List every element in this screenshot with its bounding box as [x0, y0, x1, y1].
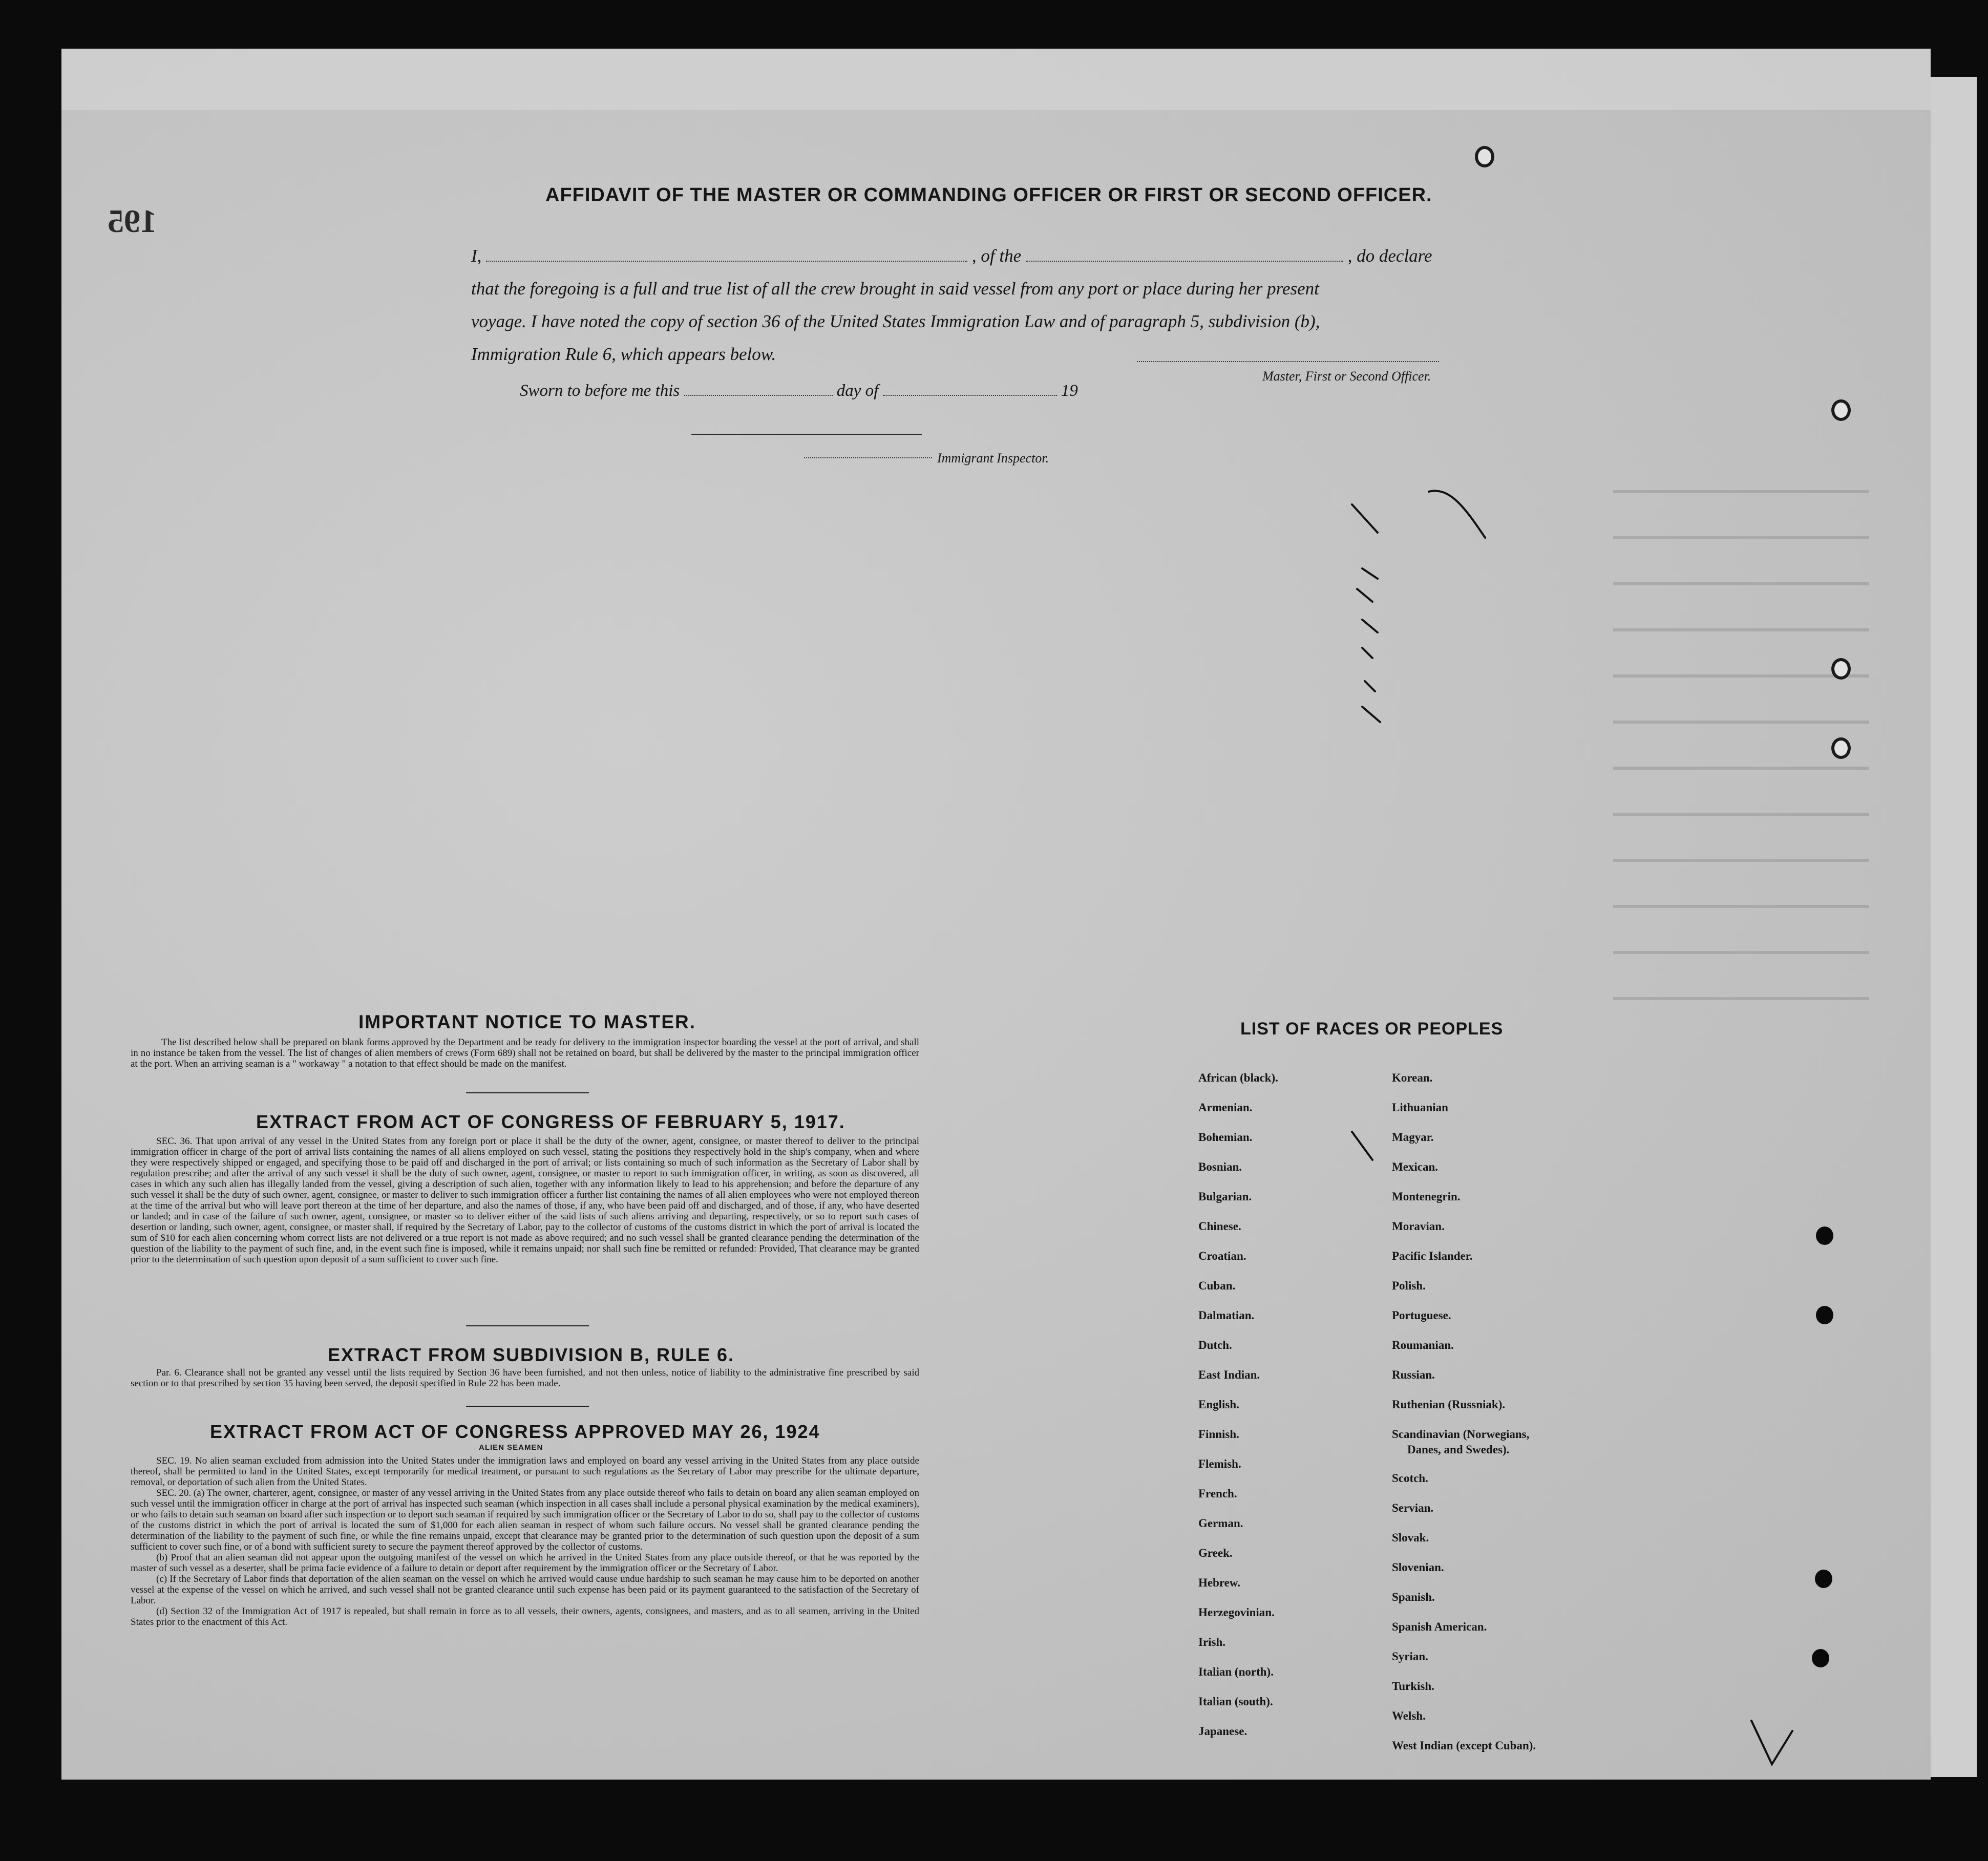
- race-item: Bulgarian.: [1198, 1190, 1252, 1203]
- extract-1924-subtitle: ALIEN SEAMEN: [479, 1443, 543, 1452]
- affidavit-i-label: I,: [471, 246, 482, 266]
- notice-title: IMPORTANT NOTICE TO MASTER.: [358, 1011, 696, 1032]
- race-item: Japanese.: [1198, 1725, 1247, 1738]
- affidavit-of-the: , of the: [971, 246, 1022, 266]
- race-item: Ruthenian (Russniak).: [1392, 1398, 1506, 1411]
- race-item: French.: [1198, 1487, 1237, 1500]
- sec-20c: (c) If the Secretary of Labor finds that deportation of the alien seaman on the vessel on which he arrived would cause undue hardship to such seaman he may cause him to be deported on another vessel at the expense of the vessel on which he arrived, and such vessel shall not be granted clearance until such expense has been paid or its payment guaranteed to the satisfaction of the Secretary of Labor.: [131, 1574, 919, 1606]
- race-item: Dalmatian.: [1198, 1309, 1255, 1322]
- race-item: German.: [1198, 1517, 1243, 1530]
- race-item: Scotch.: [1392, 1472, 1428, 1485]
- race-item: African (black).: [1198, 1071, 1278, 1084]
- race-item: Lithuanian: [1392, 1101, 1448, 1114]
- day-of-label: day of: [836, 382, 879, 400]
- race-item: Spanish.: [1392, 1591, 1435, 1603]
- sec-20a: SEC. 20. (a) The owner, charterer, agent, consignee, or master of any vessel arriving in the United States from any place outside thereof who fails to detain on board any alien seaman employed on such vessel until the immigration officer in charge at the port of arrival has inspected such seaman (which inspection in all cases shall include a personal physical examination by the medical examiners), or who fails to detain such seaman on board after such inspection or to deport such seaman if required by such immigration officer or the Secretary of Labor to do so, shall pay to the collector of customs of the customs district in which the port of arrival is located the sum of $1,000 for each alien seaman in respect of whom such failure occurs. No vessel shall be granted clearance pending the determination of the liability to the payment of such fine, or while the fine remains unpaid, except that clearance may be granted prior to the determination of such question upon the deposit of a sum sufficient to cover such fine, or of a bond with sufficient surety to secure the payment thereof approved by the collector of customs.: [131, 1488, 919, 1552]
- race-item: Slovak.: [1392, 1531, 1429, 1544]
- punch-hole: [1831, 658, 1851, 680]
- race-item: Mexican.: [1392, 1160, 1439, 1173]
- check-mark: [1751, 1721, 1792, 1764]
- extract-1917-body: SEC. 36. That upon arrival of any vessel in the United States from any foreign port or place it shall be the duty of the owner, agent, consignee, or master thereof to deliver to the principal immigration officer in charge of the port of arrival lists containing the names of all aliens employed on such vessel, stating the positions they respectively hold in the ship's company, when and where they were respectively shipped or engaged, and specifying those to be paid off and discharged in the port of arrival; or lists containing so much of such information as the Secretary of Labor shall by regulation prescribe; and after the arrival of any such vessel it shall be the duty of such owner, agent, consignee, or master to report to such immigration officer, in writing, as soon as discovered, all cases in which any such alien has illegally landed from the vessel, giving a description of such alien, together with any information likely to lead to his apprehension; and before the departure of any such vessel it shall be the duty of such owner, agent, consignee, or master to deliver to such immigration officer a further list containing the names of all alien employees who were not employed thereon at the time of the arrival but who will leave port thereon at the time of her departure, and also the names of those, if any, who have been paid off and discharged, and of those, if any, who have deserted or landed; and in case of the failure of such owner, agent, consignee, or master so to deliver either of the said lists of such aliens arriving and departing, respectively, or so to report such cases of desertion or landing, such owner, agent, consignee, or master shall, if required by the Secretary of Labor, pay to the collector of customs of the customs district in which the port of arrival is located the sum of $10 for each alien concerning whom correct lists are not delivered or a true report is not made as above required; and no such vessel shall be granted clearance pending the determination of the question of the liability to the payment of such fine, and, in the event such fine is imposed, while it remains unpaid; nor shall such fine be remitted or refunded: Provided, That clearance may be granted prior to the determination of such question upon deposit of a sum sufficient to cover such fine.: [131, 1136, 919, 1265]
- race-item: Herzegovinian.: [1198, 1606, 1275, 1619]
- notice-body: The list described below shall be prepared on blank forms approved by the Department and be ready for delivery to the immigration inspector boarding the vessel at the port of arrival, and shall in no instance be taken from the vessel. The list of changes of alien members of crews (Form 689) shall not be retained on board, but shall be delivered by the master to the principal immigration officer at the port. When an arriving seaman is a " workaway " a notation to that effect should be made on the manifest.: [131, 1037, 919, 1069]
- punch-hole: [1831, 399, 1851, 421]
- affidavit-line-4: Immigration Rule 6, which appears below.: [471, 344, 776, 364]
- race-item: Welsh.: [1392, 1709, 1426, 1722]
- race-item: Danes, and Swedes).: [1407, 1443, 1510, 1456]
- race-item: Pacific Islander.: [1392, 1250, 1473, 1262]
- year-label: 19: [1061, 382, 1078, 400]
- affidavit-line-3: voyage. I have noted the copy of section 36 of the United States Immigration Law and of paragraph 5, subdivision (b),: [471, 311, 1320, 331]
- race-item: Montenegrin.: [1392, 1190, 1461, 1203]
- tick-mark: [1357, 589, 1372, 602]
- race-item: Servian.: [1392, 1502, 1434, 1514]
- races-title: LIST OF RACES OR PEOPLES: [1240, 1019, 1504, 1039]
- sec-20d: (d) Section 32 of the Immigration Act of 1917 is repealed, but shall remain in force as to all vessels, their owners, agents, consignees, and masters, and as to all seamen, arriving in the United States prior to the enactment of this Act.: [131, 1606, 919, 1627]
- race-item: Greek.: [1198, 1547, 1233, 1559]
- race-item: Irish.: [1198, 1636, 1226, 1648]
- master-caption: Master, First or Second Officer.: [1262, 369, 1431, 384]
- sworn-label: Sworn to before me this: [520, 382, 680, 400]
- punch-hole: [1812, 1649, 1829, 1667]
- extract-1924-title: EXTRACT FROM ACT OF CONGRESS APPROVED MAY 26, 1924: [210, 1421, 820, 1442]
- race-item: Polish.: [1392, 1279, 1426, 1292]
- race-item: Dutch.: [1198, 1339, 1232, 1351]
- extract-1917-title: EXTRACT FROM ACT OF CONGRESS OF FEBRUARY 5, 1917.: [256, 1111, 845, 1132]
- race-item: Magyar.: [1392, 1131, 1434, 1144]
- race-item: Finnish.: [1198, 1428, 1239, 1441]
- race-item: Bohemian.: [1198, 1131, 1253, 1144]
- race-item: Chinese.: [1198, 1220, 1241, 1233]
- tick-mark: [1365, 681, 1375, 691]
- inspector-caption: Immigrant Inspector.: [937, 451, 1049, 466]
- tick-mark: [1362, 620, 1378, 632]
- race-item: Italian (south).: [1198, 1695, 1273, 1708]
- sec-20b: (b) Proof that an alien seaman did not appear upon the outgoing manifest of the vessel on which he arrived in the United States from any place outside thereof, or that he was reported by the master of such vessel as a deserter, shall be prima facie evidence of a failure to detain or deport after requirement by the immigration officer or the Secretary of Labor.: [131, 1552, 919, 1574]
- race-item: Turkish.: [1392, 1680, 1434, 1693]
- punch-hole: [1815, 1570, 1832, 1588]
- page-number: 195: [108, 203, 157, 239]
- race-item: Russian.: [1392, 1368, 1435, 1381]
- race-item: Armenian.: [1198, 1101, 1253, 1114]
- race-item: Korean.: [1392, 1071, 1433, 1084]
- race-item: Flemish.: [1198, 1457, 1241, 1470]
- check-mark: [1352, 504, 1378, 533]
- race-item: Italian (north).: [1198, 1665, 1274, 1678]
- race-item: Syrian.: [1392, 1650, 1428, 1663]
- race-item: Moravian.: [1392, 1220, 1445, 1233]
- sec-19: SEC. 19. No alien seaman excluded from admission into the United States under the immigration laws and employed on board any vessel arriving in the United States from any place outside thereof, shall be permitted to land in the United States, except temporarily for medical treatment, or pursuant to such regulations as the Secretary of Labor may prescribe for the ultimate departure, removal, or deportation of such alien from the United States.: [131, 1455, 919, 1488]
- rule6-body: Par. 6. Clearance shall not be granted any vessel until the lists required by Section 36 have been furnished, and not then unless, notice of liability to the administrative fine prescribed by said section or to that prescribed by section 35 having been served, the deposit specified in Rule 22 has been made.: [131, 1367, 919, 1389]
- race-item: Croatian.: [1198, 1250, 1246, 1262]
- punch-hole: [1831, 737, 1851, 759]
- punch-hole: [1475, 146, 1494, 167]
- punch-hole: [1816, 1306, 1833, 1324]
- tick-mark: [1362, 568, 1378, 579]
- race-item: Portuguese.: [1392, 1309, 1451, 1322]
- race-item: Cuban.: [1198, 1279, 1236, 1292]
- race-item: Scandinavian (Norwegians,: [1392, 1428, 1530, 1441]
- race-item: Slovenian.: [1392, 1561, 1444, 1574]
- race-item: English.: [1198, 1398, 1239, 1411]
- check-mark: [1352, 1132, 1372, 1160]
- race-item: East Indian.: [1198, 1368, 1260, 1381]
- race-item: Spanish American.: [1392, 1620, 1487, 1633]
- rule6-title: EXTRACT FROM SUBDIVISION B, RULE 6.: [328, 1344, 735, 1365]
- signature-stroke: [1429, 491, 1485, 538]
- race-item: Hebrew.: [1198, 1576, 1240, 1589]
- race-item: West Indian (except Cuban).: [1392, 1739, 1536, 1752]
- affidavit-do-declare: , do declare: [1347, 246, 1432, 266]
- race-item: Bosnian.: [1198, 1160, 1242, 1173]
- race-item: Roumanian.: [1392, 1339, 1454, 1351]
- affidavit-title: AFFIDAVIT OF THE MASTER OR COMMANDING OFFICER OR FIRST OR SECOND OFFICER.: [545, 184, 1432, 206]
- tick-mark: [1362, 648, 1372, 658]
- punch-hole: [1816, 1226, 1833, 1245]
- tick-mark: [1362, 707, 1380, 722]
- affidavit-line-2: that the foregoing is a full and true list of all the crew brought in said vessel from any port or place during her present: [471, 279, 1319, 299]
